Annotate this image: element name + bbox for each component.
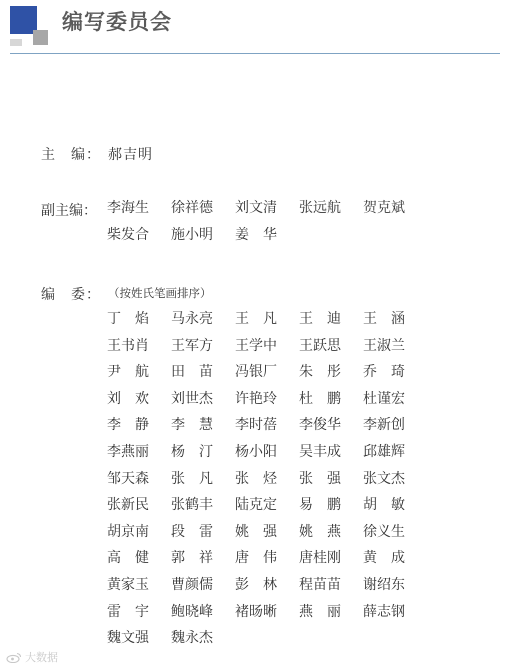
member-name: 乔 琦 (363, 364, 405, 381)
member-name: 胡京南 (107, 523, 149, 540)
member-name: 魏永杰 (171, 630, 213, 647)
bianwei-list (107, 310, 427, 656)
member-name: 谢绍东 (363, 576, 405, 593)
member-name: 尹 航 (107, 364, 149, 381)
member-name: 曹颜儒 (171, 576, 213, 593)
member-name: 李海生 (107, 200, 149, 216)
logo-gray-square (33, 30, 48, 45)
bianwei-label: 编 委： (41, 287, 101, 303)
page-title: 编写委员会 (62, 10, 172, 34)
member-name: 胡 敏 (363, 497, 405, 514)
member-name: 易 鹏 (299, 497, 341, 514)
member-name: 许艳玲 (235, 390, 277, 407)
member-name: 朱 彤 (299, 364, 341, 381)
member-name: 李 慧 (171, 417, 213, 434)
member-name: 雷 宇 (107, 603, 149, 620)
logo-light-square (10, 39, 22, 46)
member-name: 王书肖 (107, 337, 149, 354)
member-name: 杜谨宏 (363, 390, 405, 407)
member-name: 张 烃 (235, 470, 277, 487)
member-name: 徐义生 (363, 523, 405, 540)
member-name: 鲍晓峰 (171, 603, 213, 620)
member-name: 郭 祥 (171, 550, 213, 567)
member-name: 魏文强 (107, 630, 149, 647)
member-name: 张 凡 (171, 470, 213, 487)
member-name: 李 静 (107, 417, 149, 434)
member-name: 邱雄辉 (363, 443, 405, 460)
member-name: 李燕丽 (107, 443, 149, 460)
member-name: 杜 鹏 (299, 390, 341, 407)
member-name: 刘世杰 (171, 390, 213, 407)
zhubian-name: 郝吉明 (108, 147, 153, 163)
member-name: 徐祥德 (171, 200, 213, 216)
member-name: 马永亮 (171, 311, 213, 327)
member-name: 王淑兰 (363, 337, 405, 354)
member-name: 贺克斌 (363, 200, 405, 216)
member-name: 褚旸晰 (235, 603, 277, 620)
member-name: 黄 成 (363, 550, 405, 567)
member-name: 王 迪 (299, 311, 341, 327)
member-name: 丁 焰 (107, 311, 149, 327)
member-name: 姚 燕 (299, 523, 341, 540)
member-name: 唐桂刚 (299, 550, 341, 567)
member-name: 程苗苗 (299, 576, 341, 593)
zhubian-label: 主 编： (41, 147, 101, 163)
member-name: 姜 华 (235, 227, 277, 243)
member-name: 彭 林 (235, 576, 277, 593)
member-name: 刘 欢 (107, 390, 149, 407)
fuzhubian-label: 副主编： (41, 203, 97, 219)
bianwei-note: （按姓氏笔画排序） (108, 286, 212, 300)
member-name: 张远航 (299, 200, 341, 216)
member-name: 刘文清 (235, 200, 277, 216)
member-name: 张鹤丰 (171, 497, 213, 514)
member-name: 张 强 (299, 470, 341, 487)
watermark (6, 649, 58, 665)
member-name: 燕 丽 (299, 603, 341, 620)
member-name: 李俊华 (299, 417, 341, 434)
member-name: 王 涵 (363, 311, 405, 327)
member-name: 李新创 (363, 417, 405, 434)
member-name: 柴发合 (107, 227, 149, 243)
member-name: 段 雷 (171, 523, 213, 540)
member-name: 李时蓓 (235, 417, 277, 434)
member-name: 张新民 (107, 497, 149, 514)
member-name: 冯银厂 (235, 364, 277, 381)
watermark-text: 大数据 (25, 651, 58, 664)
header-divider (10, 53, 500, 54)
member-name: 张文杰 (363, 470, 405, 487)
member-name: 王军方 (171, 337, 213, 354)
member-name: 高 健 (107, 550, 149, 567)
logo (10, 6, 50, 46)
member-name: 黄家玉 (107, 576, 149, 593)
member-name: 薛志钢 (363, 603, 405, 620)
member-name: 杨 汀 (171, 443, 213, 460)
fuzhubian-list (107, 199, 427, 253)
member-name: 王学中 (235, 337, 277, 354)
member-name: 姚 强 (235, 523, 277, 540)
member-name: 杨小阳 (235, 443, 277, 460)
member-name: 田 苗 (171, 364, 213, 381)
member-name: 王跃思 (299, 337, 341, 354)
member-name: 邹天森 (107, 470, 149, 487)
member-name: 吴丰成 (299, 443, 341, 460)
member-name: 王 凡 (235, 311, 277, 327)
weibo-icon (6, 652, 22, 663)
member-name: 唐 伟 (235, 550, 277, 567)
member-name: 施小明 (171, 227, 213, 243)
member-name: 陆克定 (235, 497, 277, 514)
